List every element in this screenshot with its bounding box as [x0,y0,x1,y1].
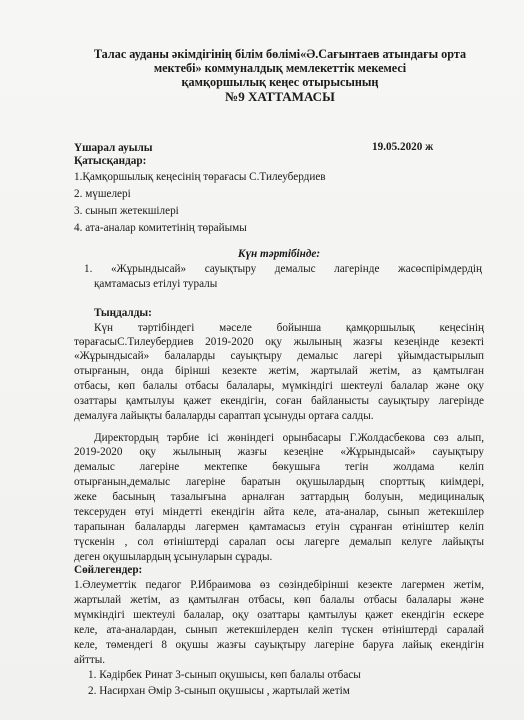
agenda-line: қамтамасыз етілуі туралы [94,278,218,290]
header-line-3: қамқоршылық кеңес отырысының [181,75,379,89]
paragraph-line: келе, төмендегі 8 оқушы жазғы сауықтыру лагеріне баруға лайық екендігін [74,639,484,651]
paragraph-line: мүмкіндігі шектеулі балалар, оқу озаттары қамтылуы қажет екендігін ескере [74,609,484,621]
paragraph-line: жартылай жетім, аз қамтылған отбасы, көп балалы отбасы балалары және [74,594,484,606]
paragraph-line: отбасы, көп балалы отбасы балалары, мүмкіндігі шектеулі балалар және оқу [74,380,484,392]
header-line-2: мектебі» коммуналдық мемлекеттік мекемесі [153,61,407,75]
student-list-item: 2. Насирхан Әмір 3-сынып оқушысы , жартылай жетім [88,685,350,697]
listened-title: Тыңдалды: [94,307,152,319]
paragraph-line: төрағасыС.Тилеубердиев 2019-2020 оқу жылының жазғы кезеңінде кезекті [74,336,484,348]
participant-item: 4. ата-аналар комитетінің төрайымы [74,222,247,234]
participant-item: 3. сынып жетекшілері [74,205,179,217]
paragraph-line: тексеруден өтуі міндетті екендігін айта келе, ата-аналар, сынып жетекшілер [74,506,484,518]
paragraph-line: отырғанын,демалыс лагеріне баратын оқушылардың спорттық киімдері, [74,476,484,488]
paragraph-line: 1.Әлеуметтік педагог Р.Ибраимова өз сөзіндебірінші кезекте лагермен жетім, [74,579,484,591]
paragraph-line: озаттары қамтылуы қажет екендігін, соған байланысты сауықтыру лагерінде [74,395,484,407]
paragraph-line: демалуға лайықты балаларды сараптап ұсынуды ортаға салды. [74,410,374,422]
paragraph-line: демалыс лагеріне мектепке бөкушыға тегін жолдама келіп [74,461,484,473]
student-list-item: 1. Кәдірбек Ринат 3-сынып оқушысы, көп балалы отбасы [88,669,361,681]
agenda-title: Күн тәртібінде: [237,248,321,260]
paragraph-line: Күн тәртібіндегі мәселе бойынша қамқоршылық кеңесінің [94,322,484,334]
paragraph-line: 2019-2020 оқу жылының жазғы кезеңіне «Жұрындысай» сауықтыру [74,446,484,458]
participant-item: 2. мүшелері [74,188,131,200]
paragraph-line: Директордың тәрбие ісі жөніндегі орынбасары Г.Жолдасбекова сөз алып, [94,432,484,444]
paragraph-line: «Жұрындысай» балаларды сауықтыру демалыс лагері ұйымдастырылып [74,350,484,362]
paragraph-line: деген оқушылардың ұсынуларын сұрады. [74,551,273,563]
paragraph-line: айтты. [74,654,106,666]
paragraph-line: түскенін , сол өтініштерді саралап осы лагерге демалып келуге лайықты [74,536,484,548]
document-title: №9 ХАТТАМАСЫ [225,89,335,104]
village-name: Үшарал ауылы [74,142,153,154]
paragraph-line: жеке басының тазалығына арналған заттардың болуын, медициналық [74,491,484,503]
paragraph-line: тарапынан балаларды лагермен қамтамасыз етуін сұранған өтініштер келіп [74,521,484,533]
participant-item: 1.Қамқоршылық кеңесінің төрағасы С.Тилеубердиев [74,171,326,183]
header-line-1: Талас ауданы әкімдігінің білім бөлімі«Ә.Сағынтаев атындағы орта [93,47,467,61]
paragraph-line: келе, ата-аналардан, сынып жетекшілерден келіп түскен өтініштерді саралай [74,624,484,636]
speakers-title: Сөйлегендер: [74,564,143,576]
document-date: 19.05.2020 ж [372,141,434,153]
agenda-line: 1. «Жұрындысай» сауықтыру демалыс лагерінде жасөспірімдердің [84,263,482,275]
paragraph-line: отырғанын, онда бірінші кезекте жетім, жартылай жетім, аз қамтылған [74,365,484,377]
participants-title: Қатысқандар: [74,155,147,167]
